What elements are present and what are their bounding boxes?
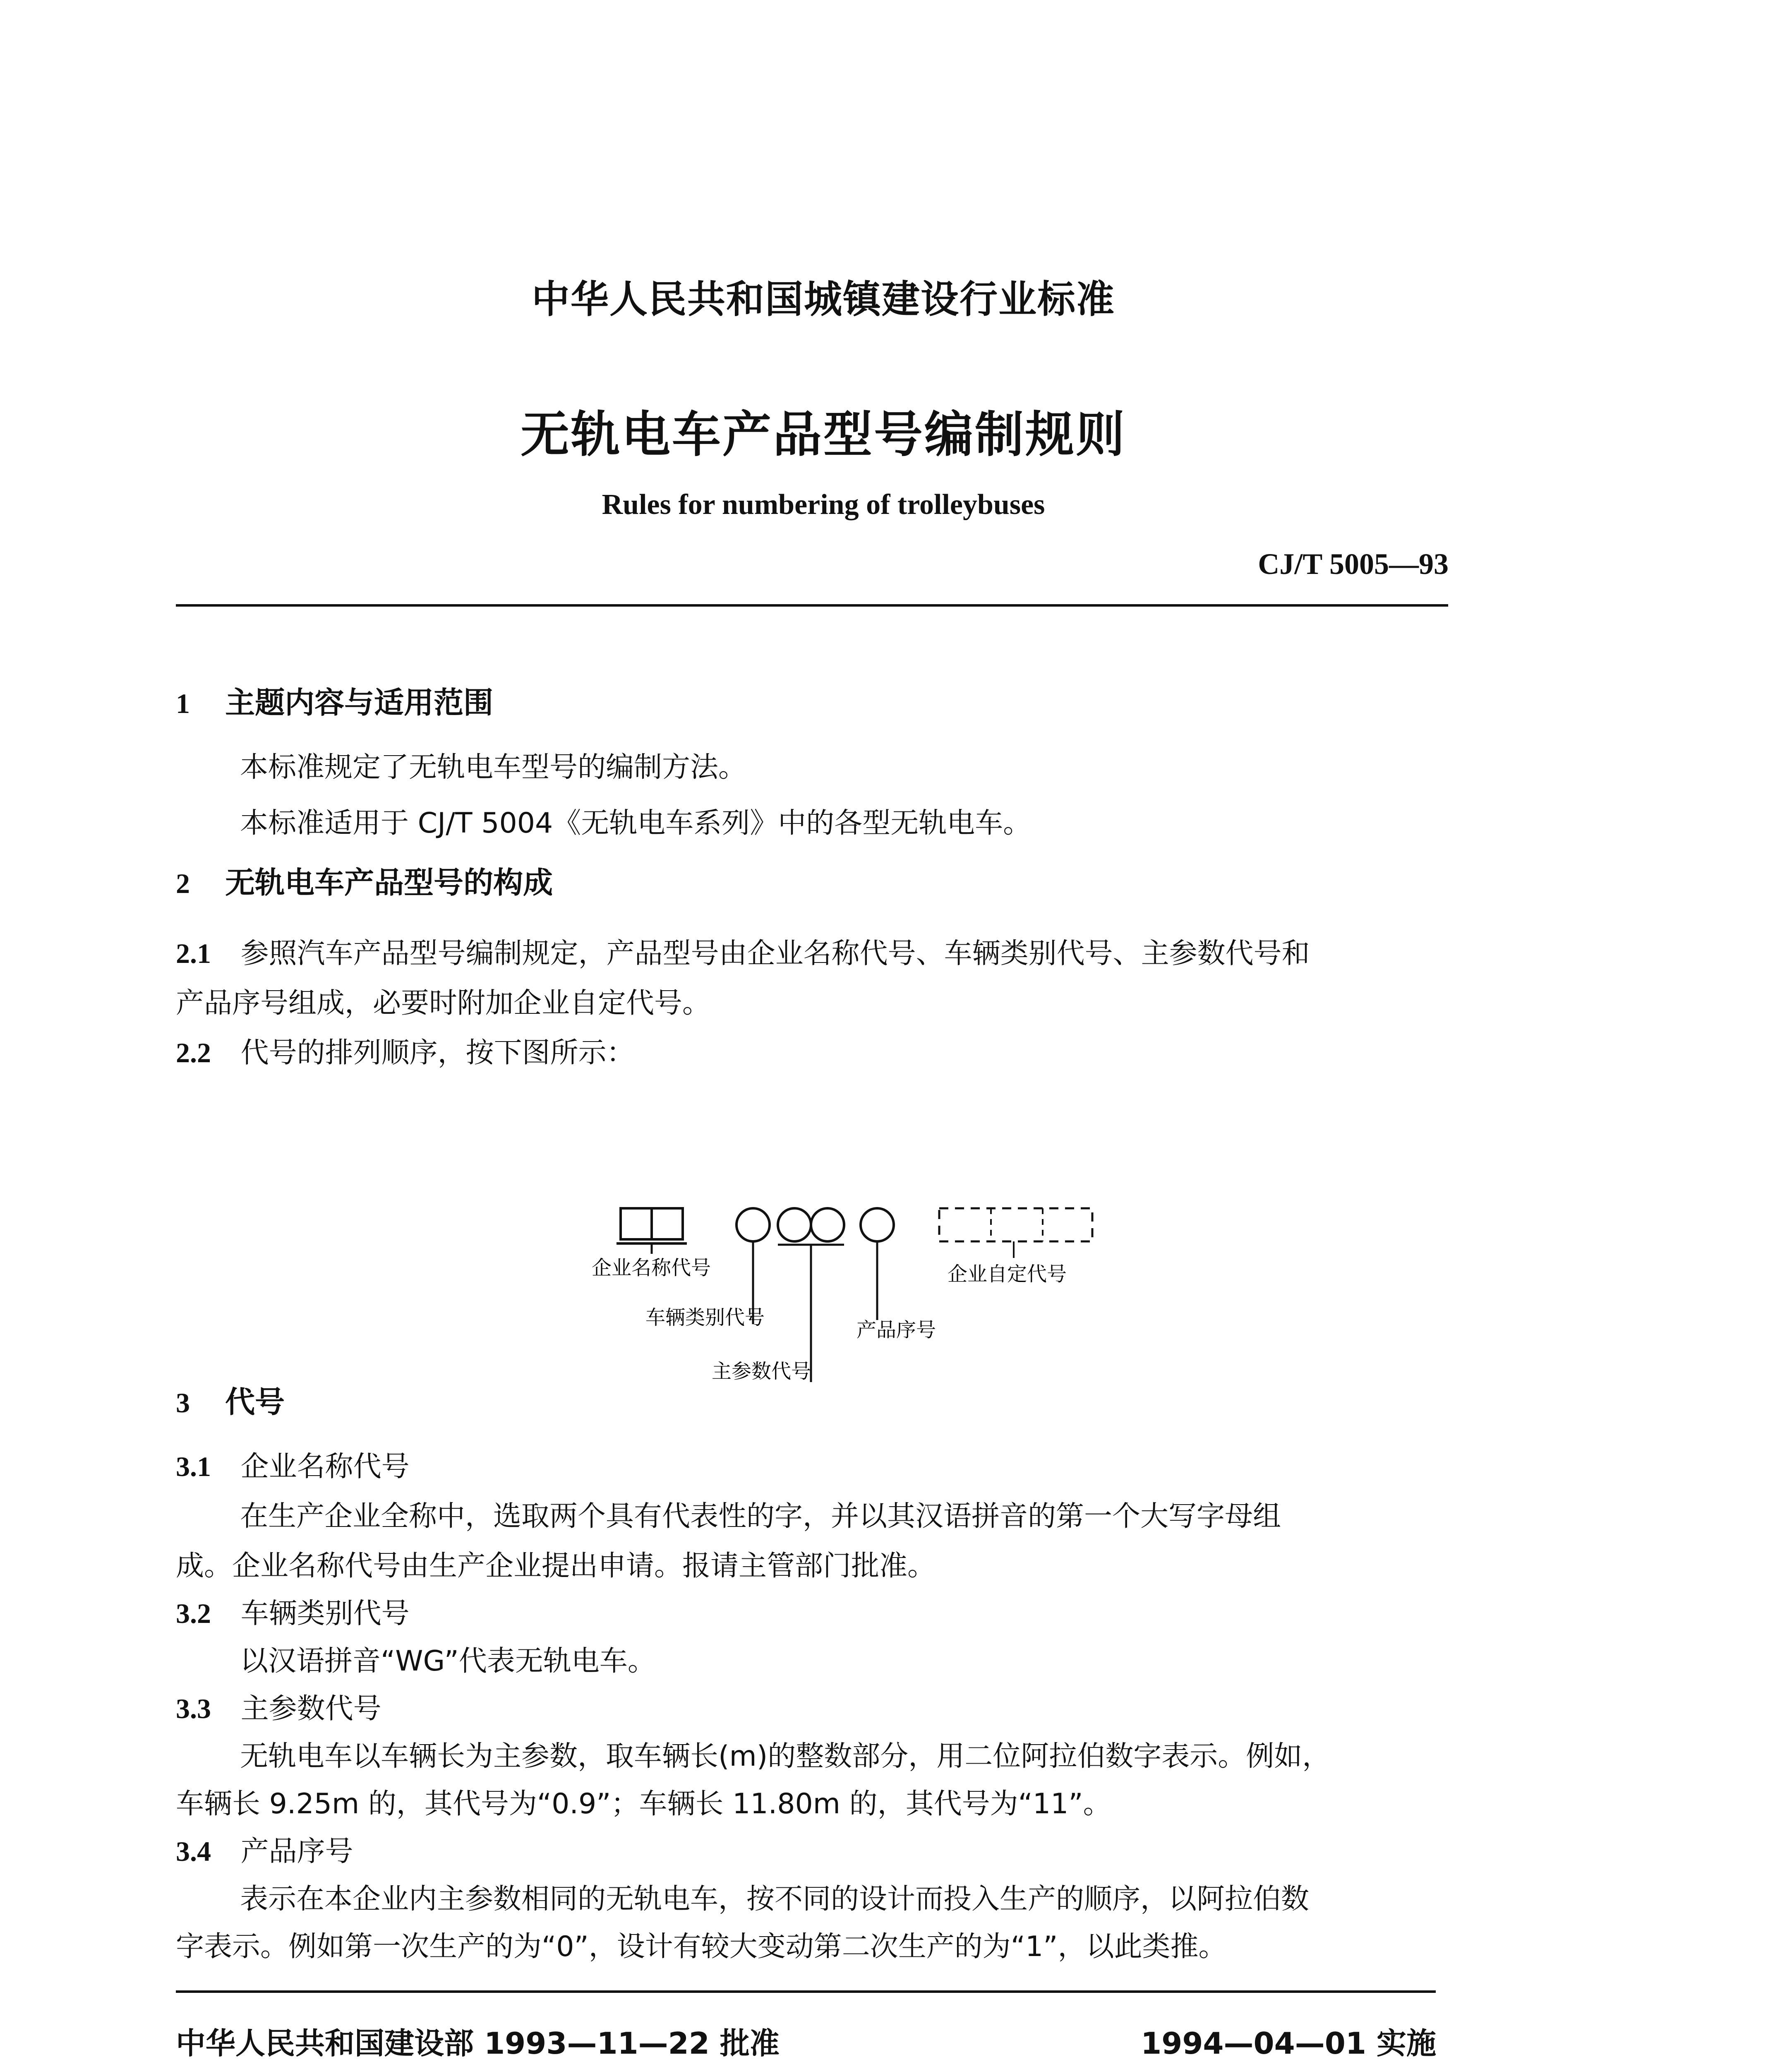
section-1-paragraph-1: 本标准规定了无轨电车型号的编制方法。: [240, 751, 747, 784]
section-number: 3: [176, 1387, 190, 1419]
section-2-1-line-1: [176, 931, 1310, 971]
clause-3-3-line-2: 车辆长 9.25m 的，其代号为“0.9”；车辆长 11.80m 的，其代号为“11”。: [176, 1788, 1111, 1820]
clause-3-4-heading: [176, 1829, 353, 1869]
clause-3-1-heading: [176, 1444, 410, 1484]
label-product-serial: 产品序号: [856, 1318, 936, 1342]
clause-number: 3.4: [176, 1836, 211, 1867]
model-number-structure-diagram: [559, 1200, 1117, 1415]
section-2-1-line-2: 产品序号组成，必要时附加企业自定代号。: [176, 987, 711, 1020]
footer-divider: [176, 1990, 1436, 1993]
section-title: 代号: [225, 1385, 285, 1419]
approval-line: 中华人民共和国建设部 1993—11—22 批准: [176, 2026, 780, 2061]
document-title: 无轨电车产品型号编制规则: [520, 406, 1126, 463]
label-vehicle-category-code: 车辆类别代号: [645, 1306, 765, 1329]
custom-code-dashed-box: [939, 1208, 1092, 1241]
clause-title: 产品序号: [240, 1835, 353, 1868]
section-2-2: [176, 1030, 635, 1071]
vehicle-code-circle-1: [736, 1208, 770, 1241]
section-1-paragraph-2: 本标准适用于 CJ/T 5004《无轨电车系列》中的各型无轨电车。: [240, 807, 1032, 840]
clause-text: 代号的排列顺序，按下图所示：: [240, 1037, 635, 1069]
label-custom-code: 企业自定代号: [948, 1263, 1067, 1286]
label-main-parameter-code: 主参数代号: [712, 1360, 811, 1383]
section-2-heading: [176, 859, 553, 902]
clause-3-3-line-1: 无轨电车以车辆长为主参数，取车辆长(m)的整数部分，用二位阿拉伯数字表示。例如，: [240, 1740, 1331, 1773]
clause-title: 车辆类别代号: [240, 1597, 410, 1630]
standard-org-title: 中华人民共和国城镇建设行业标准: [531, 277, 1115, 322]
param-code-circle-1: [778, 1208, 811, 1241]
clause-3-2-heading: [176, 1591, 410, 1631]
clause-title: 企业名称代号: [240, 1450, 410, 1483]
clause-3-1-line-1: 在生产企业全称中，选取两个具有代表性的字，并以其汉语拼音的第一个大写字母组: [240, 1500, 1281, 1533]
clause-number: 2.1: [176, 938, 211, 969]
section-1-heading: [176, 679, 493, 722]
label-company-name-code: 企业名称代号: [592, 1256, 711, 1279]
clause-number: 3.1: [176, 1451, 211, 1482]
standard-code: CJ/T 5005—93: [1258, 547, 1449, 581]
clause-3-2-line-1: 以汉语拼音“WG”代表无轨电车。: [240, 1645, 656, 1678]
document-title-en: Rules for numbering of trolleybuses: [602, 489, 1045, 521]
section-3-heading: [176, 1378, 285, 1421]
serial-code-circle: [861, 1208, 894, 1241]
clause-title: 主参数代号: [240, 1692, 381, 1725]
clause-3-4-line-2: 字表示。例如第一次生产的为“0”，设计有较大变动第二次生产的为“1”，以此类推。: [176, 1930, 1227, 1963]
effective-date: 1994—04—01 实施: [1141, 2026, 1436, 2061]
clause-number: 3.2: [176, 1598, 211, 1629]
section-number: 2: [176, 868, 190, 899]
clause-text: 参照汽车产品型号编制规定，产品型号由企业名称代号、车辆类别代号、主参数代号和: [240, 937, 1310, 970]
section-number: 1: [176, 688, 190, 719]
clause-number: 2.2: [176, 1037, 211, 1068]
header-divider: [176, 604, 1448, 607]
clause-3-3-heading: [176, 1686, 381, 1726]
clause-3-4-line-1: 表示在本企业内主参数相同的无轨电车，按不同的设计而投入生产的顺序，以阿拉伯数: [240, 1883, 1310, 1915]
company-letter-box-2: [652, 1208, 683, 1239]
clause-number: 3.3: [176, 1693, 211, 1724]
clause-3-1-line-2: 成。企业名称代号由生产企业提出申请。报请主管部门批准。: [176, 1550, 936, 1582]
section-title: 主题内容与适用范围: [225, 685, 494, 720]
section-title: 无轨电车产品型号的构成: [225, 865, 553, 900]
company-letter-box-1: [621, 1208, 652, 1239]
param-code-circle-2: [811, 1208, 844, 1241]
